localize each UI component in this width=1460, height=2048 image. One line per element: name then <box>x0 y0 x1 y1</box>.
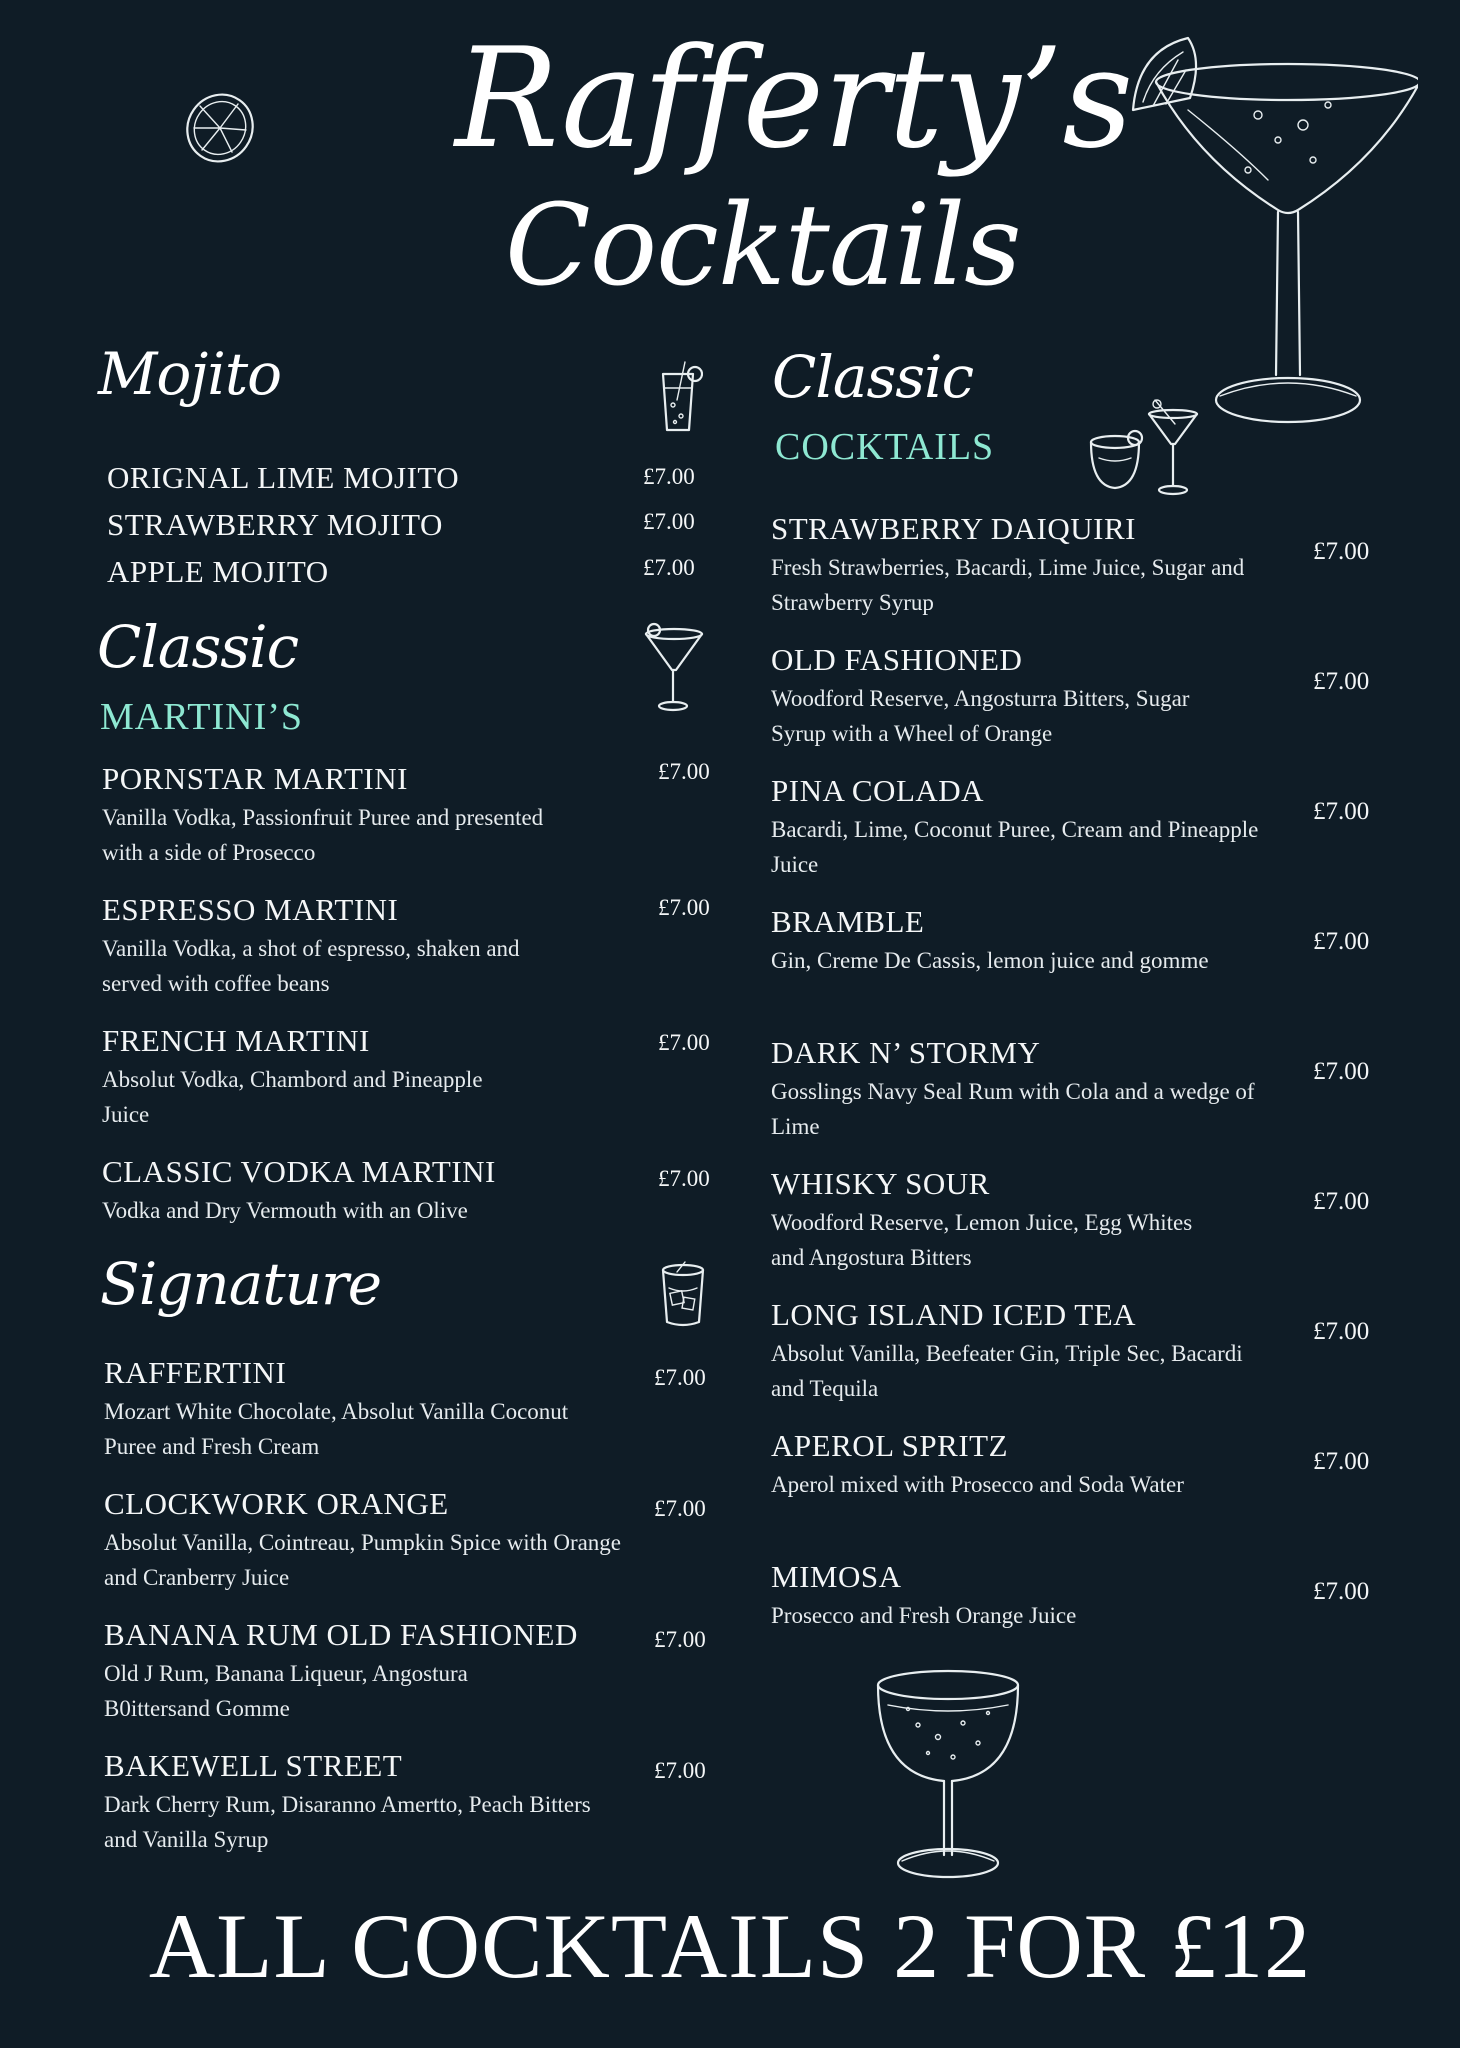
menu-item-description: Dark Cherry Rum, Disaranno Amertto, Peach Bitters and Vanilla Syrup <box>104 1792 591 1852</box>
menu-item-description: Gosslings Navy Seal Rum with Cola and a wedge of Lime <box>771 1079 1255 1139</box>
menu-item-name: FRENCH MARTINI <box>102 1023 370 1058</box>
menu-item-description: Old J Rum, Banana Liqueur, Angostura B0ittersand Gomme <box>104 1661 468 1721</box>
signature-heading: Signature <box>100 1250 382 1318</box>
menu-item-price: £7.00 <box>658 895 710 920</box>
menu-item-price: £7.00 <box>1313 928 1370 955</box>
menu-item-price: £7.00 <box>1313 538 1370 565</box>
menu-item-price: £7.00 <box>1313 798 1370 825</box>
menu-item-price: £7.00 <box>658 759 710 784</box>
menu-item-price: £7.00 <box>1313 1318 1370 1345</box>
menu-item-description: Gin, Creme De Cassis, lemon juice and gomme <box>771 948 1209 973</box>
menu-item-name: PORNSTAR MARTINI <box>102 761 408 796</box>
mojito-heading: Mojito <box>98 340 282 408</box>
cocktail-glasses-icon <box>1085 398 1205 498</box>
menu-item-price: £7.00 <box>643 464 695 489</box>
menu-item-description: Bacardi, Lime, Coconut Puree, Cream and Pineapple Juice <box>771 817 1259 877</box>
menu-item-description: Woodford Reserve, Lemon Juice, Egg Whites and Angostura Bitters <box>771 1210 1193 1270</box>
menu-item-name: APEROL SPRITZ <box>771 1428 1009 1463</box>
menu-item-price: £7.00 <box>643 509 695 534</box>
menu-title-line2: Cocktails <box>505 181 1021 311</box>
promo-banner: ALL COCKTAILS 2 FOR £12 <box>148 1895 1312 1997</box>
menu-item-name: CLASSIC VODKA MARTINI <box>102 1154 496 1189</box>
menu-item-name: ESPRESSO MARTINI <box>102 892 399 927</box>
menu-item-name: STRAWBERRY MOJITO <box>107 507 443 542</box>
menu-item-price: £7.00 <box>658 1166 710 1191</box>
menu-item-description: Fresh Strawberries, Bacardi, Lime Juice, Sugar and Strawberry Syrup <box>771 555 1245 615</box>
menu-item-name: CLOCKWORK ORANGE <box>104 1486 449 1521</box>
cocktails-heading-script: Classic <box>772 343 974 411</box>
menu-item-description: Absolut Vanilla, Cointreau, Pumpkin Spice with Orange and Cranberry Juice <box>104 1530 622 1590</box>
menu-item-name: OLD FASHIONED <box>771 642 1023 677</box>
menu-item-name: BAKEWELL STREET <box>104 1748 403 1783</box>
menu-item-name: APPLE MOJITO <box>107 554 329 589</box>
martini-glass-icon <box>1128 30 1418 440</box>
menu-item-name: ORIGNAL LIME MOJITO <box>107 460 460 495</box>
menu-item-description: Vanilla Vodka, Passionfruit Puree and presented with a side of Prosecco <box>102 805 544 865</box>
menu-item-description: Prosecco and Fresh Orange Juice <box>771 1603 1077 1628</box>
cocktails-heading-caps: COCKTAILS <box>775 426 995 468</box>
menu-item-price: £7.00 <box>1313 1058 1370 1085</box>
menu-item-price: £7.00 <box>658 1030 710 1055</box>
menu-item-price: £7.00 <box>654 1758 706 1783</box>
menu-item-description: Vodka and Dry Vermouth with an Olive <box>102 1198 468 1223</box>
menu-item-description: Absolut Vanilla, Beefeater Gin, Triple Sec, Bacardi and Tequila <box>771 1341 1243 1401</box>
menu-item-name: PINA COLADA <box>771 773 985 808</box>
menu-item-description: Mozart White Chocolate, Absolut Vanilla Coconut Puree and Fresh Cream <box>104 1399 569 1459</box>
menu-item-price: £7.00 <box>1313 668 1370 695</box>
menu-item-price: £7.00 <box>643 555 695 580</box>
menu-item-price: £7.00 <box>654 1365 706 1390</box>
menu-item-name: WHISKY SOUR <box>771 1166 990 1201</box>
menu-item-name: BANANA RUM OLD FASHIONED <box>104 1617 578 1652</box>
menu-item-name: DARK N’ STORMY <box>771 1035 1041 1070</box>
menu-item-price: £7.00 <box>654 1627 706 1652</box>
menu-item-name: BRAMBLE <box>771 904 925 939</box>
highball-glass-icon <box>655 360 703 435</box>
lime-slice-icon <box>180 88 260 168</box>
menu-item-price: £7.00 <box>1313 1188 1370 1215</box>
menu-item-price: £7.00 <box>1313 1578 1370 1605</box>
menu-item-description: Vanilla Vodka, a shot of espresso, shaken and served with coffee beans <box>102 936 520 996</box>
martinis-heading-caps: MARTINI’S <box>100 696 304 738</box>
menu-item-name: LONG ISLAND ICED TEA <box>771 1297 1137 1332</box>
menu-item-price: £7.00 <box>1313 1448 1370 1475</box>
menu-item-name: RAFFERTINI <box>104 1355 287 1390</box>
menu-item-price: £7.00 <box>654 1496 706 1521</box>
rocks-glass-icon <box>655 1258 711 1330</box>
menu-item-name: MIMOSA <box>771 1559 902 1594</box>
menu-item-description: Aperol mixed with Prosecco and Soda Water <box>771 1472 1184 1497</box>
martinis-heading-script: Classic <box>97 613 299 681</box>
coupe-glass-icon <box>868 1665 1028 1885</box>
menu-title-line1: Rafferty’s <box>455 18 1133 179</box>
menu-item-description: Absolut Vodka, Chambord and Pineapple Juice <box>102 1067 483 1127</box>
menu-item-name: STRAWBERRY DAIQUIRI <box>771 511 1136 546</box>
menu-item-description: Woodford Reserve, Angosturra Bitters, Sugar Syrup with a Wheel of Orange <box>771 686 1190 746</box>
martini-glass-icon <box>640 622 704 714</box>
